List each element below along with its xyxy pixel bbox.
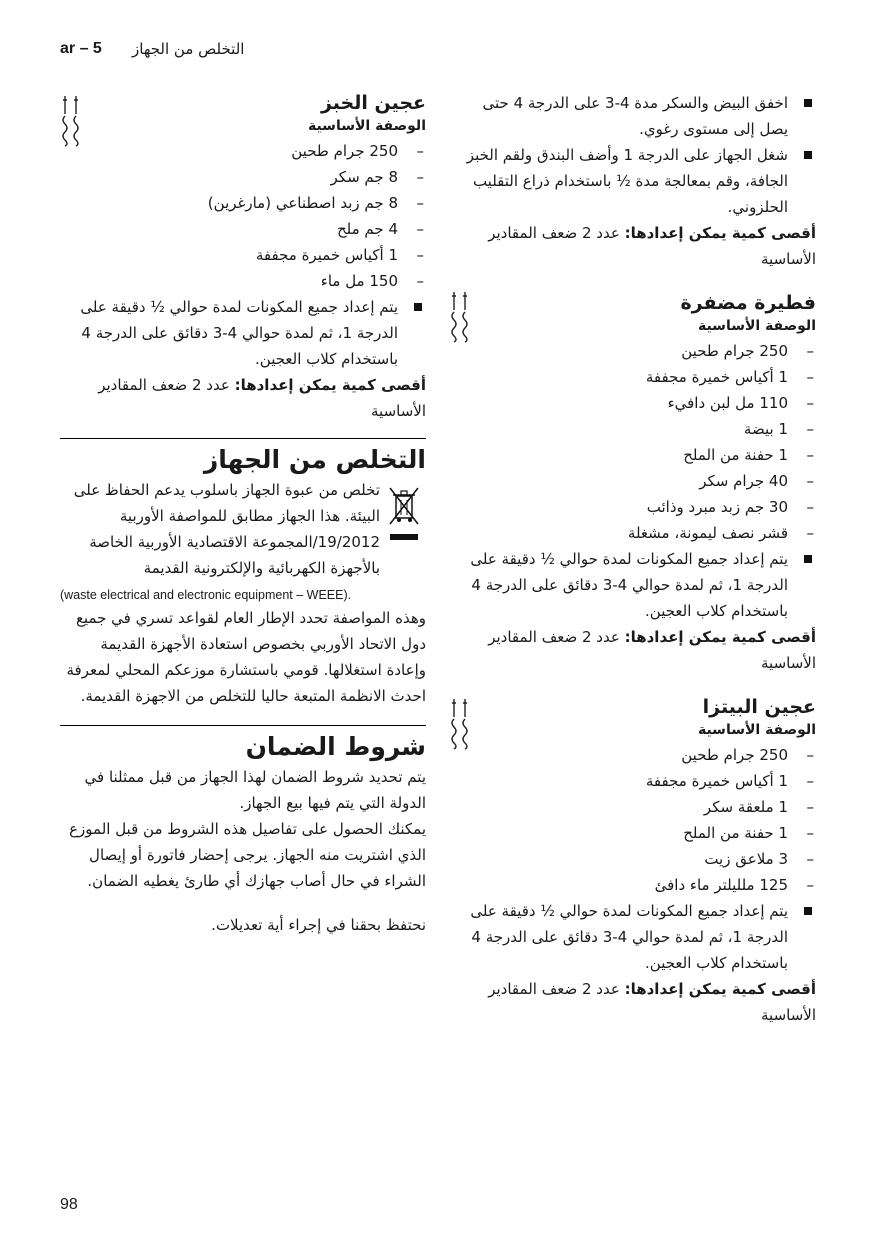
weee-bin-icon [388, 486, 420, 546]
bread-section [60, 90, 426, 424]
intro-max-text: عدد 2 ضعف المقادير الأساسية [488, 224, 816, 268]
list-item: – 1 أكياس خميرة مجففة [463, 364, 816, 390]
pastry-max [463, 624, 816, 676]
list-item: – 8 جم زبد اصطناعي (مارغرين) [60, 190, 426, 216]
list-item: – قشر نصف ليمونة، مشغلة [463, 520, 816, 546]
pastry-section [463, 290, 816, 676]
list-item: – 150 مل ماء [60, 268, 426, 294]
pizza-base: الوصفة الأساسية [697, 722, 816, 738]
chapter-title: التخلص من الجهاز [132, 40, 245, 58]
warranty-p1: يتم تحديد شروط الضمان لهذا الجهاز من قبل ممثلنا في الدولة التي يتم فيها بيع الجهاز. [84, 768, 426, 812]
list-item: – 1 بيضة [463, 416, 816, 442]
disposal-text: وهذه المواصفة تحدد الإطار العام لقواعد تسري في جميع دول الاتحاد الأوربي بخصوص استعادة الأجهزة القديمة وإعادة استغلالها. قومي باستشارة موزعكم المحلي لمعرفة احدث الانظمة المتبعة حاليا للتخلص من الاجهزة القديمة. [66, 609, 426, 705]
disposal-section [60, 438, 426, 709]
pizza-section [463, 694, 816, 1028]
intro-step-2: شغل الجهاز على الدرجة 1 وأضف البندق ولقم الخبز الجافة، وقم بمعالجة مدة ½ باستخدام ذراع التقليب الحلزوني. [463, 142, 816, 220]
dough-hook-icon [449, 697, 471, 753]
bread-title: عجين الخبز [320, 92, 426, 114]
pizza-steps [463, 898, 816, 976]
pizza-title: عجين البيتزا [702, 696, 816, 718]
list-item: – 110 مل لبن دافيء [463, 390, 816, 416]
intro-step-1: اخفق البيض والسكر مدة 4-3 على الدرجة 4 حتى يصل إلى مستوى رغوي. [463, 90, 816, 142]
disposal-title: التخلص من الجهاز [203, 445, 426, 474]
page-number: 98 [60, 1196, 78, 1213]
page-code: ar – 5 [60, 40, 102, 57]
pastry-base: الوصفة الأساسية [697, 318, 816, 334]
list-item: – 250 جرام طحين [60, 138, 426, 164]
pastry-step: يتم إعداد جميع المكونات لمدة حوالي ½ دقيقة على الدرجة 1، ثم لمدة حوالي 4-3 دقائق على الدرجة 4 باستخدام كلاب العجين. [463, 546, 816, 624]
list-item: – 1 أكياس خميرة مجففة [463, 768, 816, 794]
weee-en: (waste electrical and electronic equipment – WEEE). [60, 588, 352, 602]
intro-max [463, 220, 816, 272]
bread-ingredients [60, 138, 426, 294]
warranty-section [60, 725, 426, 938]
list-item: – 4 جم ملح [60, 216, 426, 242]
warranty-title: شروط الضمان [245, 732, 426, 761]
pastry-max-text: عدد 2 ضعف المقادير الأساسية [488, 628, 816, 672]
pastry-title: فطيرة مضفرة [680, 292, 816, 314]
pastry-steps [463, 546, 816, 624]
weee-text: تخلص من عبوة الجهاز باسلوب يدعم الحفاظ على البيئة. هذا الجهاز مطابق للمواصفة الأوربية 19/2012/المجموعة الاقتصادية الأوربية الخاصة بالأجهزة الكهربائية والإلكترونية القديمة [73, 481, 380, 577]
bread-max-text: عدد 2 ضعف المقادير الأساسية [98, 376, 426, 420]
list-item: – 8 جم سكر [60, 164, 426, 190]
pastry-ingredients [463, 338, 816, 546]
list-item: – 1 ملعقة سكر [463, 794, 816, 820]
list-item: – 250 جرام طحين [463, 742, 816, 768]
bread-base: الوصفة الأساسية [307, 118, 426, 134]
pizza-max-label: أقصى كمية يمكن إعدادها: [624, 980, 816, 998]
list-item: – 3 ملاعق زيت [463, 846, 816, 872]
list-item: – 30 جم زبد مبرد وذائب [463, 494, 816, 520]
list-item: – 250 جرام طحين [463, 338, 816, 364]
list-item: – 125 ملليلتر ماء دافئ [463, 872, 816, 898]
pizza-max-text: عدد 2 ضعف المقادير الأساسية [488, 980, 816, 1024]
pizza-max [463, 976, 816, 1028]
list-item: – 1 حفنة من الملح [463, 820, 816, 846]
bread-max-label: أقصى كمية يمكن إعدادها: [234, 376, 426, 394]
bread-steps [60, 294, 426, 372]
list-item: – 1 أكياس خميرة مجففة [60, 242, 426, 268]
pizza-ingredients [463, 742, 816, 898]
intro-steps [463, 90, 816, 220]
bread-step: يتم إعداد جميع المكونات لمدة حوالي ½ دقيقة على الدرجة 1، ثم لمدة حوالي 4-3 دقائق على الدرجة 4 باستخدام كلاب العجين. [60, 294, 426, 372]
right-column [463, 90, 816, 1028]
pizza-step: يتم إعداد جميع المكونات لمدة حوالي ½ دقيقة على الدرجة 1، ثم لمدة حوالي 4-3 دقائق على الدرجة 4 باستخدام كلاب العجين. [463, 898, 816, 976]
list-item: – 1 حفنة من الملح [463, 442, 816, 468]
left-column [60, 90, 426, 938]
warranty-p3: نحتفظ بحقنا في إجراء أية تعديلات. [211, 916, 426, 934]
dough-hook-icon [449, 290, 471, 346]
warranty-p2: يمكنك الحصول على تفاصيل هذه الشروط من قبل الموزع الذي اشتريت منه الجهاز. يرجى إحضار فاتورة أو إيصال الشراء في حال أصاب جهازك أي طارئ يغطيه الضمان. [69, 820, 426, 890]
list-item: – 40 جرام سكر [463, 468, 816, 494]
bread-max [60, 372, 426, 424]
dough-hook-icon [60, 94, 82, 150]
intro-max-label: أقصى كمية يمكن إعدادها: [624, 224, 816, 242]
pastry-max-label: أقصى كمية يمكن إعدادها: [624, 628, 816, 646]
